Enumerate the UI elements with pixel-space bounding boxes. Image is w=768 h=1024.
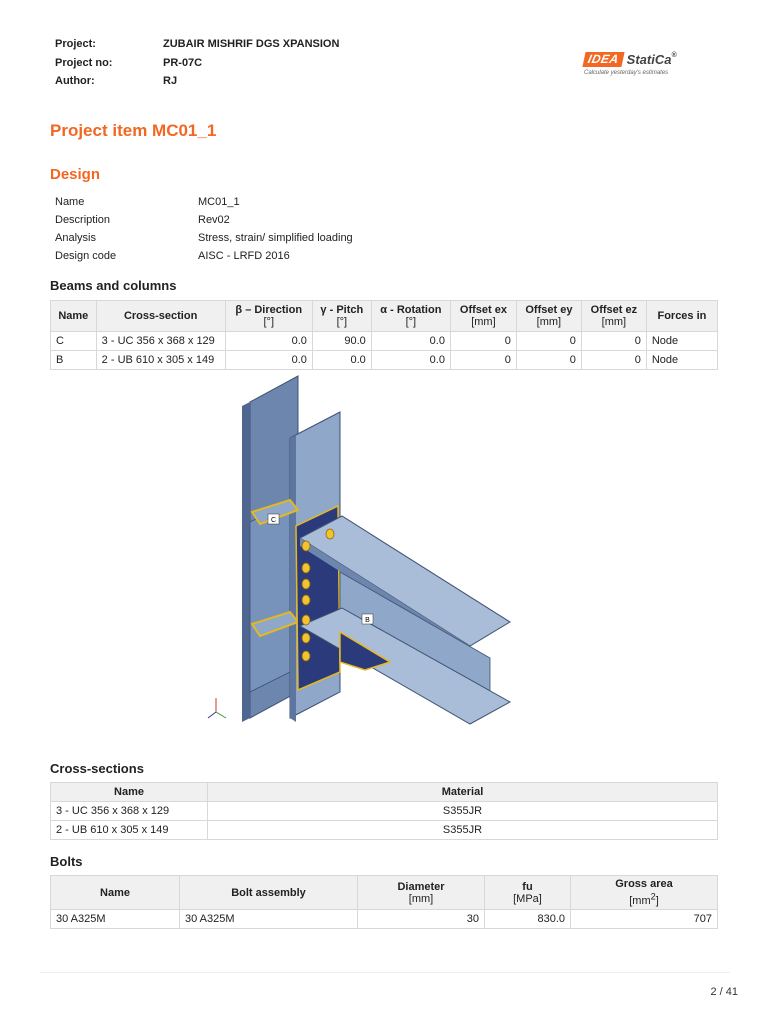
table-row [51, 821, 718, 840]
design-label: Design code [55, 250, 117, 262]
logo-idea-text: IDEA [582, 52, 624, 67]
design-row [55, 193, 353, 211]
cell-cross-section: 3 - UC 356 x 368 x 129 [96, 332, 225, 351]
cell-bolt-assembly: 30 A325M [180, 910, 358, 929]
col-gross-unit-pre: [mm [629, 894, 651, 907]
col-forces: Forces in [646, 301, 717, 332]
header-author-row [55, 75, 339, 94]
bolt [302, 541, 310, 551]
cross-sections-heading: Cross-sections [50, 761, 144, 776]
cell-material: S355JR [208, 821, 718, 840]
col-fu-text: fu [522, 880, 533, 893]
bolt [302, 633, 310, 643]
author-value: RJ [163, 75, 178, 87]
col-gamma [312, 301, 371, 332]
design-label: Analysis [55, 232, 96, 244]
cell-ez: 0 [581, 351, 646, 370]
table-header-row [51, 876, 718, 910]
bolt [326, 529, 334, 539]
cell-name: 3 - UC 356 x 368 x 129 [51, 802, 208, 821]
col-alpha-unit: [°] [405, 316, 417, 328]
design-info-table [55, 193, 353, 265]
report-header [55, 38, 339, 94]
table-row [51, 351, 718, 370]
bolts-table [50, 875, 718, 929]
col-gross-unit-sup: 2 [650, 891, 656, 902]
col-offset-ex [450, 301, 516, 332]
column-web [250, 502, 290, 692]
beams-table [50, 300, 718, 370]
cell-gamma: 0.0 [312, 351, 371, 370]
logo-statica-text [627, 52, 677, 67]
col-bolt-assembly: Bolt assembly [180, 876, 358, 910]
design-value: MC01_1 [198, 196, 240, 208]
cell-diameter: 30 [358, 910, 485, 929]
bolt [302, 615, 310, 625]
col-ez-unit: [mm] [601, 316, 627, 328]
col-offset-ey [516, 301, 581, 332]
col-name: Name [51, 783, 208, 802]
cell-material: S355JR [208, 802, 718, 821]
label-c: C [270, 517, 277, 524]
author-label: Author: [55, 75, 95, 87]
cell-beta: 0.0 [225, 332, 312, 351]
cell-name: B [51, 351, 97, 370]
col-gross-unit-post: ] [655, 894, 659, 907]
axis-x [216, 712, 226, 718]
cell-cross-section: 2 - UB 610 x 305 x 149 [96, 351, 225, 370]
logo-statica-word: StatiCa [626, 52, 672, 67]
column-front-flange-edge [290, 435, 296, 722]
cell-name: C [51, 332, 97, 351]
project-no-value: PR-07C [163, 56, 203, 69]
cell-ex: 0 [450, 351, 516, 370]
col-fu-unit: [MPa] [513, 892, 542, 905]
cell-gamma: 90.0 [312, 332, 371, 351]
design-row [55, 211, 353, 229]
project-label: Project: [55, 38, 96, 50]
design-value: Stress, strain/ simplified loading [198, 232, 353, 244]
idea-statica-logo [584, 50, 724, 82]
cell-ey: 0 [516, 351, 581, 370]
col-gross-area [571, 876, 718, 910]
axis-y [208, 712, 216, 718]
col-ez-text: Offset ez [590, 304, 638, 316]
col-ex-text: Offset ex [459, 304, 507, 316]
footer-divider [40, 972, 730, 973]
col-alpha [371, 301, 450, 332]
project-value: ZUBAIR MISHRIF DGS XPANSION [163, 38, 340, 50]
table-header-row [51, 783, 718, 802]
table-header-row [51, 301, 718, 332]
col-diameter-text: Diameter [397, 880, 445, 893]
column-back-flange-edge [242, 402, 250, 722]
table-row [51, 332, 718, 351]
col-offset-ez [581, 301, 646, 332]
cell-ey: 0 [516, 332, 581, 351]
axis-triad-icon [208, 698, 226, 718]
col-name: Name [51, 301, 97, 332]
col-beta-unit: [°] [263, 316, 274, 328]
logo-reg-mark: ® [671, 52, 677, 59]
design-heading: Design [50, 166, 101, 183]
col-gross-text: Gross area [615, 878, 673, 891]
cell-beta: 0.0 [225, 351, 312, 370]
col-ey-unit: [mm] [536, 316, 562, 328]
header-project-no-row [55, 57, 339, 76]
col-gross-unit [629, 891, 659, 907]
design-value: AISC - LRFD 2016 [198, 250, 290, 262]
project-no-label: Project no: [55, 56, 113, 69]
cell-gross-area: 707 [571, 910, 718, 929]
col-gamma-text: γ - Pitch [320, 304, 364, 316]
logo-tagline: Calculate yesterday's estimates [584, 70, 669, 76]
col-gamma-unit: [°] [336, 316, 348, 328]
cell-alpha: 0.0 [371, 351, 450, 370]
cell-name: 30 A325M [51, 910, 180, 929]
label-b: B [365, 617, 370, 624]
cell-ez: 0 [581, 332, 646, 351]
col-ex-unit: [mm] [471, 316, 496, 328]
cell-forces: Node [646, 351, 717, 370]
connection-3d-model [190, 372, 520, 734]
cell-forces: Node [646, 332, 717, 351]
cell-name: 2 - UB 610 x 305 x 149 [51, 821, 208, 840]
col-diameter [358, 876, 485, 910]
bolt [302, 651, 310, 661]
design-row [55, 247, 353, 265]
col-diameter-unit: [mm] [408, 892, 434, 905]
cell-fu: 830.0 [485, 910, 571, 929]
table-row [51, 910, 718, 929]
beams-heading: Beams and columns [50, 278, 177, 293]
cross-sections-table [50, 782, 718, 840]
bolts-heading: Bolts [50, 854, 83, 869]
logo-wordmark [584, 52, 677, 67]
col-fu [485, 876, 571, 910]
design-label: Name [55, 196, 85, 208]
design-row [55, 229, 353, 247]
col-beta-text: β – Direction [235, 304, 303, 316]
col-material: Material [208, 783, 718, 802]
bolt [302, 563, 310, 573]
header-project-row [55, 38, 339, 57]
col-cross-section: Cross-section [96, 301, 225, 332]
design-label: Description [55, 214, 111, 226]
cell-ex: 0 [450, 332, 516, 351]
cell-alpha: 0.0 [371, 332, 450, 351]
col-ey-text: Offset ey [525, 304, 573, 316]
design-value: Rev02 [198, 214, 230, 226]
bolt [302, 579, 310, 589]
page-title: Project item MC01_1 [50, 121, 217, 140]
page-number: 2 / 41 [710, 986, 738, 998]
table-row [51, 802, 718, 821]
col-beta [225, 301, 312, 332]
col-alpha-text: α - Rotation [380, 304, 442, 316]
bolt [302, 595, 310, 605]
col-name: Name [51, 876, 180, 910]
